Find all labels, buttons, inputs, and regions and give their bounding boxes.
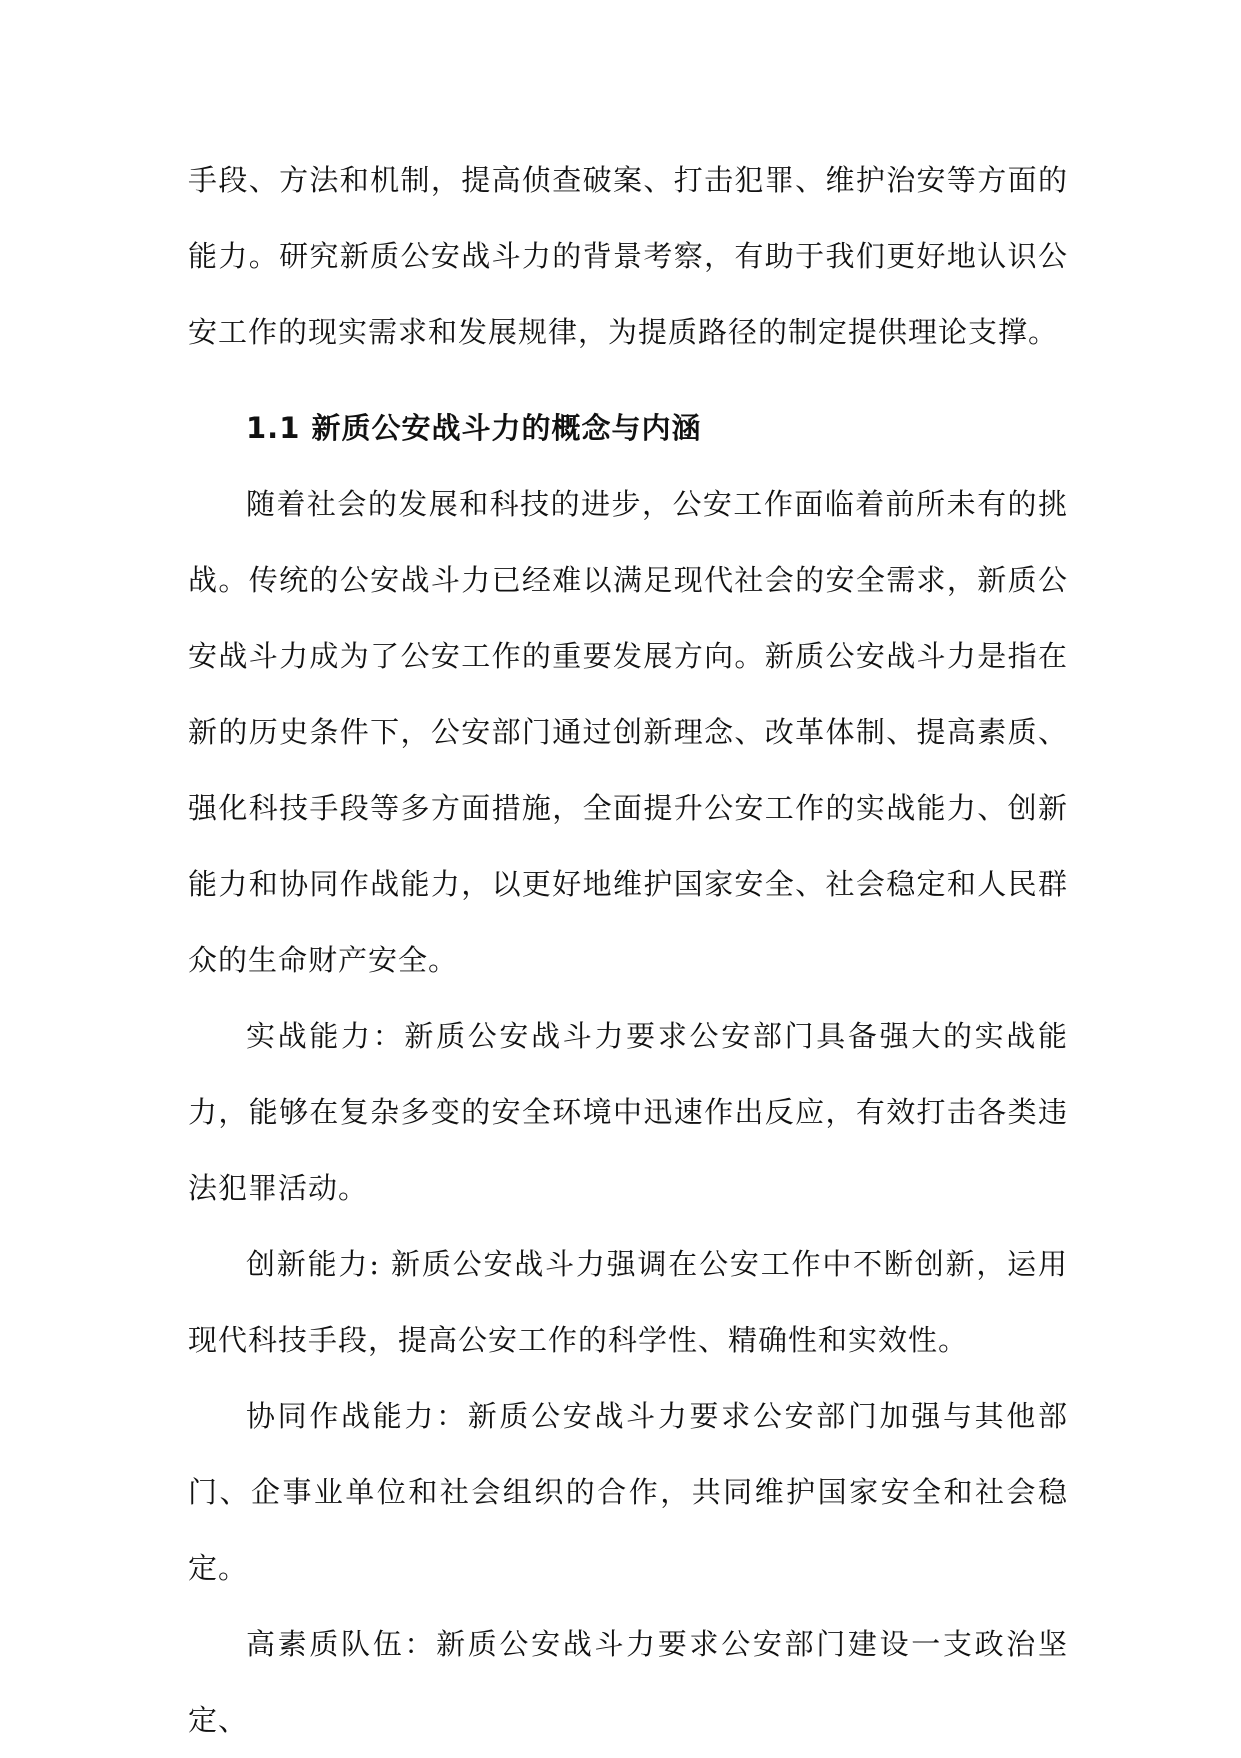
paragraph-high-quality-team: 高素质队伍：新质公安战斗力要求公安部门建设一支政治坚定、	[188, 1627, 1068, 1737]
paragraph-coordination-capability: 协同作战能力：新质公安战斗力要求公安部门加强与其他部门、企事业单位和社会组织的合作，共同维护国家安全和社会稳定。	[188, 1399, 1068, 1585]
section-heading: 1.1 新质公安战斗力的概念与内涵	[246, 411, 702, 445]
document-body	[188, 142, 1068, 1758]
paragraph-background: 随着社会的发展和科技的进步，公安工作面临着前所未有的挑战。传统的公安战斗力已经难以满足现代社会的安全需求，新质公安战斗力成为了公安工作的重要发展方向。新质公安战斗力是指在新的历史条件下，公安部门通过创新理念、改革体制、提高素质、强化科技手段等多方面措施，全面提升公安工作的实战能力、创新能力和协同作战能力，以更好地维护国家安全、社会稳定和人民群众的生命财产安全。	[188, 487, 1068, 977]
paragraph-innovation-capability: 创新能力: 新质公安战斗力强调在公安工作中不断创新，运用现代科技手段，提高公安工作的科学性、精确性和实效性。	[188, 1247, 1068, 1357]
paragraph-combat-capability: 实战能力：新质公安战斗力要求公安部门具备强大的实战能力，能够在复杂多变的安全环境中迅速作出反应，有效打击各类违法犯罪活动。	[188, 1019, 1068, 1205]
intro-paragraph: 手段、方法和机制，提高侦查破案、打击犯罪、维护治安等方面的能力。研究新质公安战斗力的背景考察，有助于我们更好地认识公安工作的现实需求和发展规律，为提质路径的制定提供理论支撑。	[188, 163, 1068, 349]
